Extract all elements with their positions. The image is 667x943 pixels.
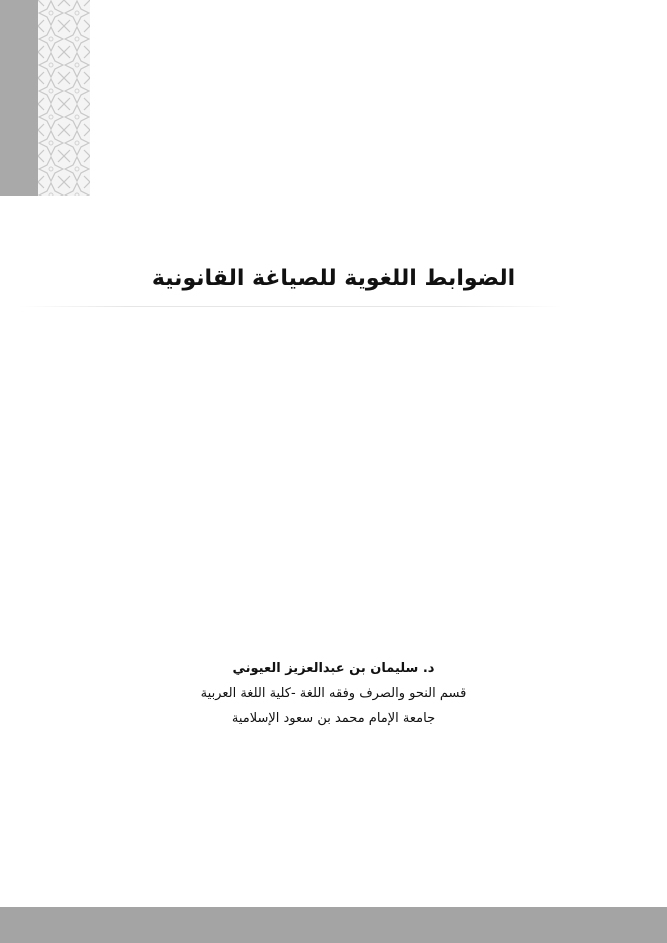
title-divider bbox=[18, 306, 563, 307]
author-block bbox=[0, 656, 667, 731]
author-department: قسم النحو والصرف وفقه اللغة -كلية اللغة العربية bbox=[200, 686, 467, 701]
left-gray-strip bbox=[0, 0, 38, 196]
islamic-geometric-pattern bbox=[38, 0, 90, 196]
footer-bar bbox=[0, 907, 667, 943]
author-university: جامعة الإمام محمد بن سعود الإسلامية bbox=[231, 711, 436, 726]
document-title: الضوابط اللغوية للصياغة القانونية bbox=[151, 266, 516, 291]
author-name: د. سليمان بن عبدالعزيز العيوني bbox=[232, 661, 435, 676]
